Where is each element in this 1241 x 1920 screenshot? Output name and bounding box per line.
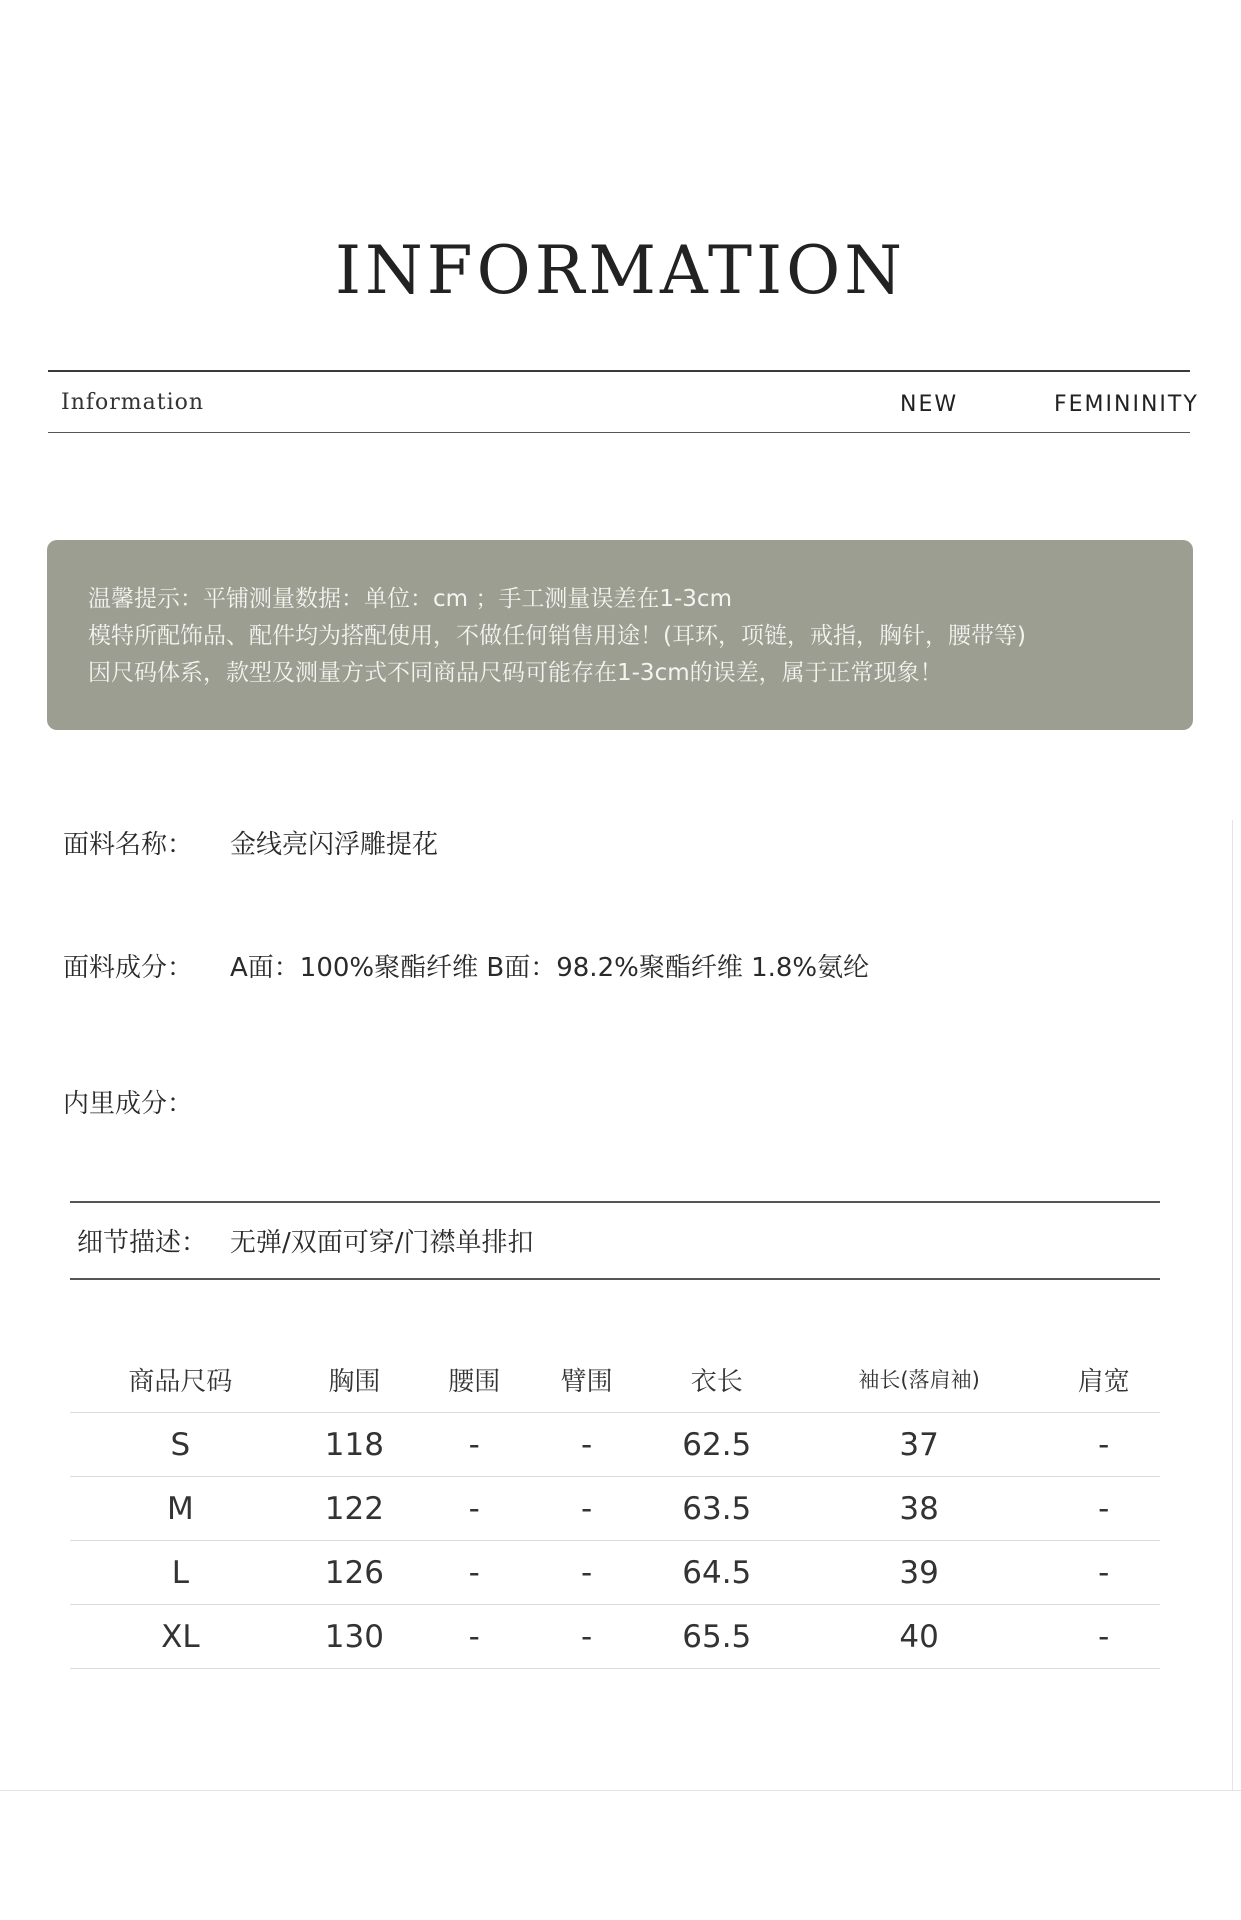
details-value: 无弹/双面可穿/门襟单排扣	[230, 1228, 534, 1258]
table-row	[70, 1413, 1160, 1477]
cell-arm: -	[530, 1477, 642, 1541]
fabric-name-value: 金线亮闪浮雕提花	[230, 830, 439, 860]
header-sleeve: 袖长(落肩袖)	[791, 1346, 1048, 1413]
header-arm: 臂围	[530, 1346, 642, 1413]
notice-line-2: 模特所配饰品、配件均为搭配使用，不做任何销售用途！(耳环，项链，戒指，胸针，腰带等)	[88, 623, 1026, 649]
cell-size: L	[70, 1541, 291, 1605]
details-bottom-divider	[70, 1278, 1160, 1280]
page-title: INFORMATION	[334, 232, 906, 309]
header-waist: 腰围	[418, 1346, 530, 1413]
cell-shoulder: -	[1048, 1477, 1160, 1541]
cell-sleeve: 38	[791, 1477, 1048, 1541]
table-row	[70, 1477, 1160, 1541]
cell-chest: 118	[291, 1413, 418, 1477]
cell-shoulder: -	[1048, 1413, 1160, 1477]
band-femininity-label: FEMININITY	[1054, 392, 1199, 417]
composition-value: A面：100%聚酯纤维 B面：98.2%聚酯纤维 1.8%氨纶	[230, 953, 870, 983]
cell-chest: 130	[291, 1605, 418, 1669]
header-length: 衣长	[643, 1346, 791, 1413]
lining-label: 内里成分：	[63, 1089, 194, 1119]
band-new-label: NEW	[900, 392, 959, 417]
table-row	[70, 1541, 1160, 1605]
cell-arm: -	[530, 1413, 642, 1477]
table-row	[70, 1605, 1160, 1669]
cell-arm: -	[530, 1541, 642, 1605]
right-edge-line	[1232, 820, 1233, 1790]
notice-line-1: 温馨提示：平铺测量数据：单位：cm ；手工测量误差在1-3cm	[88, 586, 732, 612]
band-top-divider	[48, 370, 1190, 372]
cell-size: S	[70, 1413, 291, 1477]
cell-waist: -	[418, 1477, 530, 1541]
bottom-edge-line	[0, 1790, 1241, 1791]
cell-length: 63.5	[643, 1477, 791, 1541]
header-shoulder: 肩宽	[1048, 1346, 1160, 1413]
fabric-name-label: 面料名称：	[63, 830, 194, 860]
cell-length: 65.5	[643, 1605, 791, 1669]
cell-waist: -	[418, 1541, 530, 1605]
cell-sleeve: 40	[791, 1605, 1048, 1669]
cell-shoulder: -	[1048, 1541, 1160, 1605]
cell-arm: -	[530, 1605, 642, 1669]
cell-shoulder: -	[1048, 1605, 1160, 1669]
cell-waist: -	[418, 1605, 530, 1669]
composition-label: 面料成分：	[63, 953, 194, 983]
cell-chest: 122	[291, 1477, 418, 1541]
details-top-divider	[70, 1201, 1160, 1203]
size-table-header-row	[70, 1346, 1160, 1413]
header-size: 商品尺码	[70, 1346, 291, 1413]
cell-chest: 126	[291, 1541, 418, 1605]
band-bottom-divider	[48, 432, 1190, 433]
cell-waist: -	[418, 1413, 530, 1477]
cell-sleeve: 39	[791, 1541, 1048, 1605]
notice-line-3: 因尺码体系，款型及测量方式不同商品尺码可能存在1-3cm的误差，属于正常现象！	[88, 660, 943, 686]
cell-length: 62.5	[643, 1413, 791, 1477]
cell-size: M	[70, 1477, 291, 1541]
header-chest: 胸围	[291, 1346, 418, 1413]
cell-size: XL	[70, 1605, 291, 1669]
band-information-label: Information	[61, 390, 205, 415]
details-label: 细节描述：	[77, 1228, 208, 1258]
cell-sleeve: 37	[791, 1413, 1048, 1477]
size-table	[70, 1346, 1160, 1669]
notice-box	[47, 540, 1193, 730]
cell-length: 64.5	[643, 1541, 791, 1605]
